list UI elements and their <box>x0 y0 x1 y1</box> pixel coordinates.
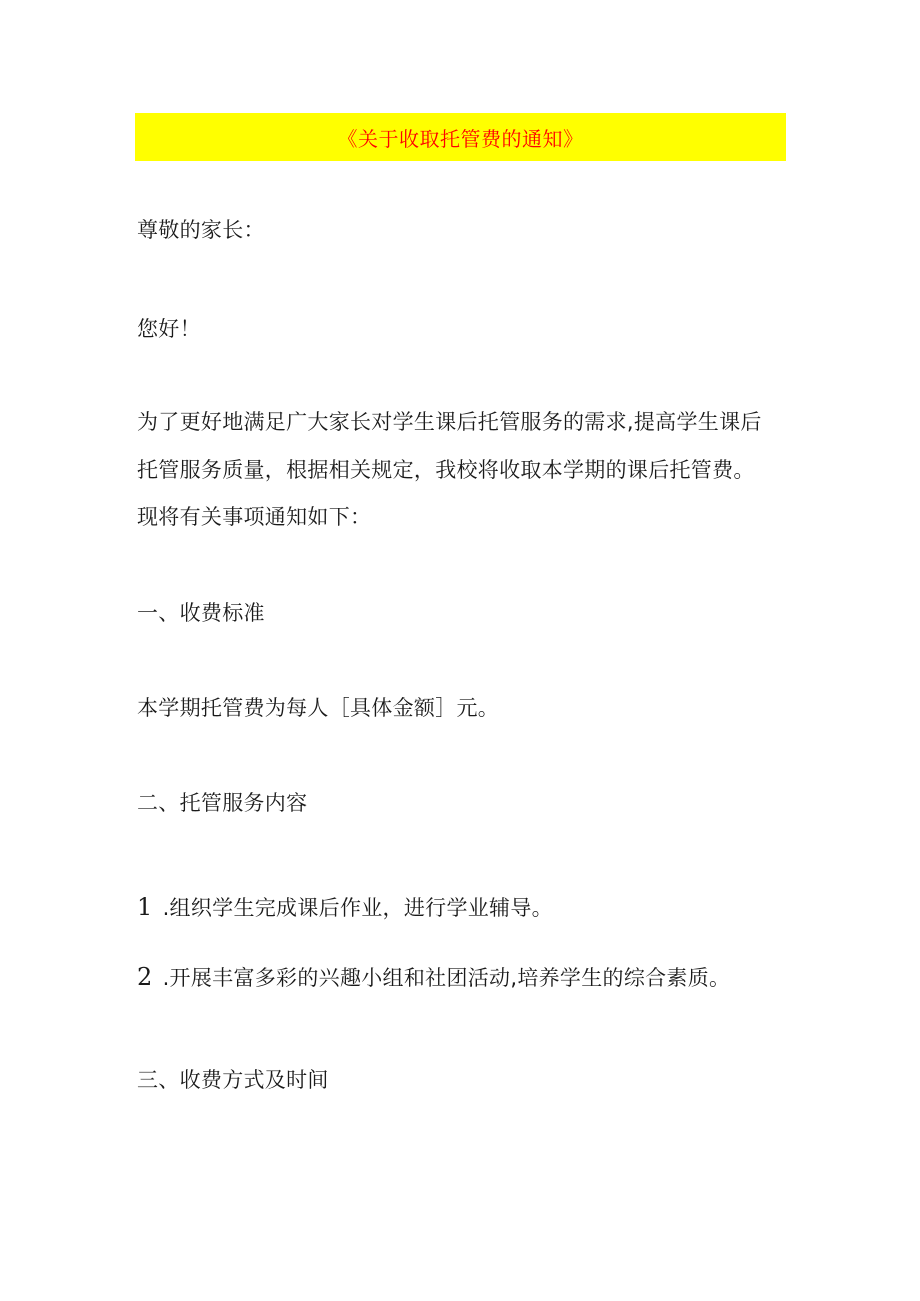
list-item-text: .组织学生完成课后作业，进行学业辅导。 <box>162 896 553 920</box>
list-item-text: .开展丰富多彩的兴趣小组和社团活动,培养学生的综合素质。 <box>162 966 731 990</box>
intro-line-3: 现将有关事项通知如下： <box>137 505 372 529</box>
list-item <box>137 963 730 992</box>
list-item-number: 2 <box>137 963 153 991</box>
greeting: 您好！ <box>137 317 201 341</box>
section-1-heading: 一、收费标准 <box>137 601 265 625</box>
section-1-text: 本学期托管费为每人［具体金额］元。 <box>137 696 500 720</box>
intro-line-2: 托管服务质量，根据相关规定，我校将收取本学期的课后托管费。 <box>137 458 755 482</box>
intro-line-1: 为了更好地满足广大家长对学生课后托管服务的需求,提高学生课后 <box>137 410 762 434</box>
list-item-number: 1 <box>137 893 153 921</box>
title-banner <box>135 113 786 161</box>
section-3-heading: 三、收费方式及时间 <box>137 1068 329 1092</box>
document-title: 《关于收取托管费的通知》 <box>337 126 584 151</box>
salutation: 尊敬的家长： <box>137 218 265 242</box>
list-item <box>137 893 553 922</box>
section-2-heading: 二、托管服务内容 <box>137 791 308 815</box>
